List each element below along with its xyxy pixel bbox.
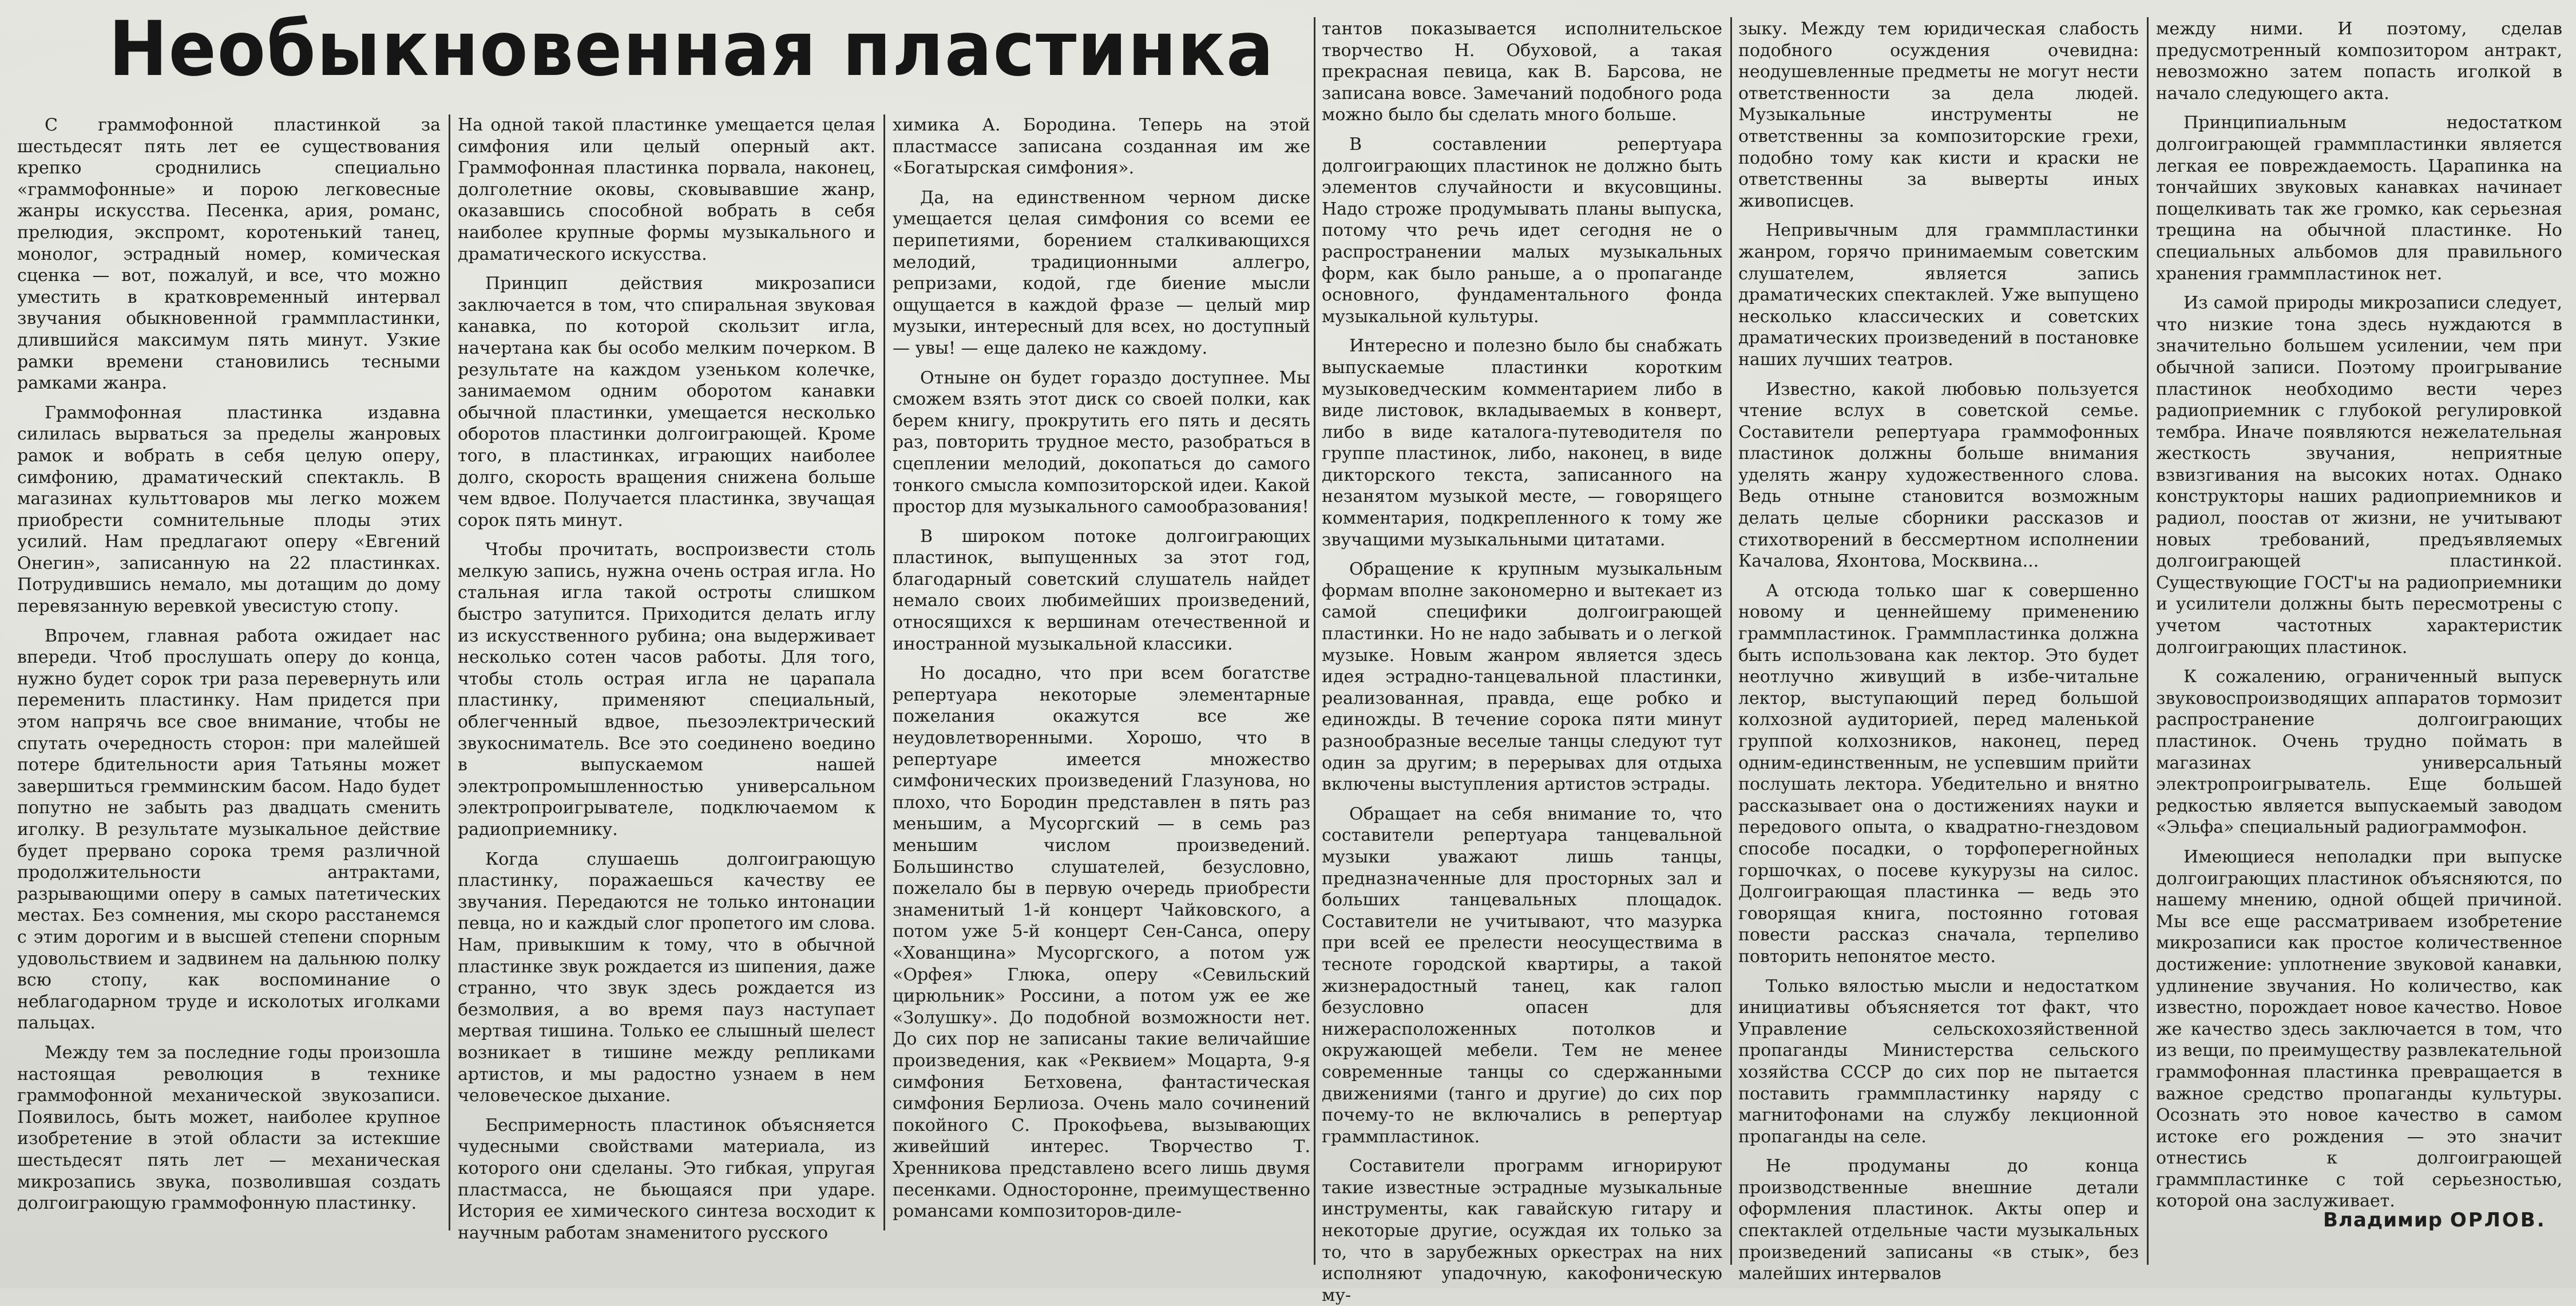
paragraph: С граммофонной пластинкой за шестьдесят пять лет ее существования крепко сроднились специально «граммофонные» и порою легковесные жанры искусства. Песенка, ария, романс, прелюдия, экспромт, коротенький танец, монолог, эстрадный номер, комическая сценка — вот, пожалуй, и все, что можно уместить в кратковременный интервал звучания обыкновенной граммпластинки, длившийся максимум пять минут. Узкие рамки времени становились тесными рамками жанра.: [17, 115, 441, 394]
paragraph: Из самой природы микрозаписи следует, что низкие тона здесь нуждаются в значительно большем усилении, чем при обычной записи. Поэтому проигрывание пластинок необходимо вести через радиоприемник с глубокой регулировкой тембра. Иначе появляются нежелательная жесткость звучания, неприятные взвизгивания на высоких нотах. Однако конструкторы наших радиоприемников и радиол, поостав от жизни, не учитывают новых требований, предъявляемых долгоиграющей пластинкой. Существующие ГОСТ'ы на радиоприемники и усилители должны быть пересмотрены с учетом частотных характеристик долгоиграющих пластинок.: [2156, 293, 2562, 658]
paragraph: Имеющиеся неполадки при выпуске долгоиграющих пластинок объясняются, по нашему мнению, одной общей причиной. Мы все еще рассматриваем изобретение микрозаписи как простое количественное достижение: уплотнение звуковой канавки, удлинение звучания. Но количество, как известно, порождает новое качество. Новое же качество здесь заключается в том, что из вещи, по преимуществу развлекательной граммофонная пластинка превращается в важное средство пропаганды культуры. Осознать это новое качество в самом истоке его рождения — это значит отнестись к долгоиграющей граммпластинке с той серьезностью, которой она заслуживает.: [2156, 846, 2562, 1212]
paragraph: Обращение к крупным музыкальным формам вполне закономерно и вытекает из самой специфики долгоиграющей пластинки. Но не надо забывать и о легкой музыке. Новым жанром является здесь идея эстрадно-танцевальной пластинки, реализованная, правда, еще робко и единожды. В течение сорока пяти минут разнообразные веселые танцы следуют тут один за другим; в перерывах для отдыха включены выступления артистов эстрады.: [1322, 559, 1722, 795]
paragraph: А отсюда только шаг к совершенно новому и ценнейшему применению граммпластинок. Граммпластинка должна быть использована как лектор. Это будет неотлучно живущий в избе-читальне лектор, выступающий перед большой колхозной аудиторией, перед маленькой группой колхозников, наконец, перед одним-единственным, не успевшим прийти послушать лектора. Убедительно и внятно рассказывает она о достижениях науки и передового опыта, о квадратно-гнездовом способе посадки, о торфоперегнойных горшочках, о посеве кукурузы на силос. Долгоиграющая пластинка — ведь это говорящая книга, постоянно готовая повести рассказ сначала, терпеливо повторить непонятое место.: [1738, 580, 2139, 967]
paragraph: Принцип действия микрозаписи заключается в том, что спиральная звуковая канавка, по которой скользит игла, начертана как бы особо мелким почерком. В результате на каждом узеньком колечке, занимаемом одним оборотом канавки обычной пластинки, умещается несколько оборотов пластинки долгоиграющей. Кроме того, в пластинках, играющих наиболее долго, скорость вращения снижена больше чем вдвое. Получается пластинка, звучащая сорок пять минут.: [458, 274, 875, 531]
column-rule: [449, 114, 450, 1230]
article-column-1: [17, 114, 441, 1230]
paragraph: Между тем за последние годы произошла настоящая революция в технике граммофонной механической звукозаписи. Появилось, быть может, наиболее крупное изобретение в этой области за истекшие шестьдесят пять лет — механическая микрозапись звука, позволившая создать долгоиграющую граммофонную пластинку.: [17, 1042, 441, 1214]
column-rule: [1730, 17, 1732, 1265]
paragraph: Только вялостью мысли и недостатком инициативы объясняется тот факт, что Управление сельскохозяйственной пропаганды Министерства сельского хозяйства СССР до сих пор не пытается поставить граммпластинку наряду с магнитофонами на службу лекционной пропаганды на селе.: [1738, 976, 2139, 1147]
paragraph: Граммофонная пластинка издавна силилась вырваться за пределы жанровых рамок и вобрать в себя целую оперу, симфонию, драматический спектакль. В магазинах культтоваров мы легко можем приобрести сомнительные плоды этих усилий. Нам предлагают оперу «Евгений Онегин», записанную на 22 пластинках. Потрудившись немало, мы дотащим до дому перевязанную веревкой увесистую стопу.: [17, 402, 441, 617]
article-column-6: [2156, 18, 2562, 1212]
paragraph: К сожалению, ограниченный выпуск звуковоспроизводящих аппаратов тормозит распространение долгоиграющих пластинок. Очень трудно поймать в магазинах универсальный электропроигрыватель. Еще большей редкостью является выпускаемый заводом «Эльфа» специальный радиограммофон.: [2156, 667, 2562, 838]
paragraph: Известно, какой любовью пользуется чтение вслух в советской семье. Составители репертуара граммофонных пластинок должны больше внимания уделять жанру художественного слова. Ведь отныне становится возможным делать целые сборники рассказов и стихотворений в бессмертном исполнении Качалова, Яхонтова, Москвина...: [1738, 379, 2139, 572]
paragraph: Впрочем, главная работа ожидает нас впереди. Чтоб прослушать оперу до конца, нужно будет сорок три раза перевернуть или переменить пластинку. Нам придется при этом напрячь все свое внимание, чтобы не спутать очередность сторон: при малейшей потере бдительности ария Татьяны может завершиться гремминским басом. Надо будет попутно не забыть раз двадцать сменить иголку. В результате музыкальное действие будет прервано сорока тремя различной продолжительности антрактами, разрывающими оперу в самых патетических местах. Без сомнения, мы скоро расстанемся с этим дорогим и в высшей степени спорным удовольствием и задвинем на дальнюю полку всю стопу, как воспоминание о неблагодарном труде и исколотых иголками пальцах.: [17, 626, 441, 1034]
paragraph: Отныне он будет гораздо доступнее. Мы сможем взять этот диск со своей полки, как берем книгу, прокрутить его пять и десять раз, повторить трудное место, разобраться в сцеплении мелодий, докопаться до самого тонкого смысла композиторской идеи. Какой простор для музыкального самообразования!: [893, 367, 1310, 517]
article-column-4: [1322, 18, 1722, 1305]
author-signature: [2323, 1209, 2546, 1232]
paragraph: Интересно и полезно было бы снабжать выпускаемые пластинки коротким музыковедческим комментарием либо в виде листовок, вкладываемых в конверт, либо в виде каталога-путеводителя по группе пластинок, либо, наконец, в виде дикторского текста, записанного на незанятом музыкой месте, — говорящего комментария, подкрепленного к тому же звучащими музыкальными цитатами.: [1322, 336, 1722, 550]
column-rule: [1314, 17, 1315, 1265]
paragraph: тантов показывается исполнительское творчество Н. Обуховой, а такая прекрасная певица, как В. Барсова, не записана вовсе. Замечаний подобного рода можно было бы сделать много больше.: [1322, 19, 1722, 125]
paragraph: Составители программ игнорируют такие известные эстрадные музыкальные инструменты, как гавайскую гитару и некоторые другие, осуждая их только за то, что в зарубежных оркестрах на них исполняют упадочную, какофоническую му-: [1322, 1156, 1722, 1305]
paragraph: зыку. Между тем юридическая слабость подобного осуждения очевидна: неодушевленные предметы не могут нести ответственности за дела людей. Музыкальные инструменты не ответственны за композиторские грехи, подобно тому как кисти и краски не ответственны за выверты иных живописцев.: [1738, 19, 2139, 211]
paragraph: между ними. И поэтому, сделав предусмотренный композитором антракт, невозможно затем попасть иголкой в начало следующего акта.: [2156, 19, 2562, 104]
article-column-5: [1738, 18, 2139, 1284]
author-last-name: ОРЛОВ.: [2450, 1209, 2546, 1232]
paragraph: Не продуманы до конца производственные внешние детали оформления пластинок. Акты опер и спектаклей отдельные части музыкальных произведений записаны «в стык», без малейших интервалов: [1738, 1156, 2139, 1284]
column-rule: [2147, 17, 2149, 1265]
paragraph: Но досадно, что при всем богатстве репертуара некоторые элементарные пожелания окажутся все же неудовлетворенными. Хорошо, что в репертуаре имеется множество симфонических произведений Глазунова, но плохо, что Бородин представлен в пять раз меньшим, а Мусоргский — в семь раз меньшим числом произведений. Большинство слушателей, безусловно, пожелало бы в первую очередь приобрести знаменитый 1-й концерт Чайковского, а потом уже 5-й концерт Сен-Санса, оперу «Хованщина» Мусоргского, а потом уж «Орфея» Глюка, оперу «Севильский цирюльник» Россини, а потом уж ее же «Золушку». До подобной возможности нет. До сих пор не записаны такие величайшие произведения, как «Реквием» Моцарта, 9-я симфония Бетховена, фантастическая симфония Берлиоза. Очень мало сочинений покойного С. Прокофьева, вызывающих живейший интерес. Творчество Т. Хренникова представлено всего лишь двумя песенками. Односторонне, преимущественно романсами композиторов-диле-: [893, 663, 1310, 1222]
article-column-2: [458, 114, 875, 1243]
paragraph: На одной такой пластинке умещается целая симфония или целый оперный акт. Граммофонная пластинка порвала, наконец, долголетние оковы, сковывавшие жанр, оказавшись способной вобрать в себя наиболее крупные формы музыкального и драматического искусства.: [458, 115, 875, 264]
paragraph: Непривычным для граммпластинки жанром, горячо принимаемым советским слушателем, является запись драматических спектаклей. Уже выпущено несколько классических и советских драматических произведений в постановке наших лучших театров.: [1738, 220, 2139, 370]
author-first-name: Владимир: [2323, 1209, 2443, 1232]
paragraph: Чтобы прочитать, воспроизвести столь мелкую запись, нужна очень острая игла. Но стальная игла такой остроты слишком быстро затупится. Приходится делать иглу из искусственного рубина; она выдерживает несколько сотен часов работы. Для того, чтобы столь острая игла не царапала пластинку, применяют специальный, облегченный вдвое, пьезоэлектрический звукосниматель. Все это соединено воедино в выпускаемом нашей электропромышленностью универсальном электропроигрывателе, подключаемом к радиоприемнику.: [458, 540, 875, 840]
paragraph: В широком потоке долгоиграющих пластинок, выпущенных за этот год, благодарный советский слушатель найдет немало своих любимейших произведений, относящихся к вершинам отечественной и иностранной музыкальной классики.: [893, 526, 1310, 654]
column-rule: [883, 114, 885, 1230]
article-column-3: [893, 114, 1310, 1230]
paragraph: Да, на единственном черном диске умещается целая симфония со всеми ее перипетиями, борением сталкивающихся мелодий, традиционными аллегро, репризами, кодой, где биение мысли ощущается в каждой фразе — целый мир музыки, интересный для всех, но доступный — увы! — еще далеко не каждому.: [893, 187, 1310, 358]
paragraph: Когда слушаешь долгоиграющую пластинку, поражаешься качеству ее звучания. Передаются не только интонации певца, но и каждый слог пропетого им слова. Нам, привыкшим к тому, что в обычной пластинке звук рождается из шипения, даже странно, что звук здесь рождается из безмолвия, а во время пауз наступает мертвая тишина. Только ее слышный шелест возникает в тишине между репликами артистов, и мы радостно узнаем в нем человеческое дыхание.: [458, 849, 875, 1106]
paragraph: химика А. Бородина. Теперь на этой пластмассе записана созданная им же «Богатырская симфония».: [893, 115, 1310, 179]
paragraph: Обращает на себя внимание то, что составители репертуара танцевальной музыки уважают лишь танцы, предназначенные для просторных зал и больших танцевальных площадок. Составители не учитывают, что мазурка при всей ее прелести неосуществима в тесноте городской квартиры, а такой жизнерадостный танец, как галоп безусловно опасен для нижерасположенных потолков и окружающей мебели. Тем не менее современные танцы со сдержанными движениями (танго и другие) до сих пор почему-то не включались в репертуар граммпластинок.: [1322, 804, 1722, 1147]
article-title: Необыкновенная пластинка: [109, 5, 1275, 93]
paragraph: Беспримерность пластинок объясняется чудесными свойствами материала, из которого они сделаны. Это гибкая, упругая пластмасса, не бьющаяся при ударе. История ее химического синтеза восходит к научным работам знаменитого русского: [458, 1115, 875, 1243]
paragraph: Принципиальным недостатком долгоиграющей граммпластинки является легкая ее повреждаемость. Царапинка на тончайших звуковых канавках начинает пощелкивать так же громко, как серьезная трещина на обычной пластинке. Но специальных альбомов для правильного хранения граммпластинок нет.: [2156, 113, 2562, 284]
paragraph: В составлении репертуара долгоиграющих пластинок не должно быть элементов случайности и вкусовщины. Надо строже продумывать планы выпуска, потому что речь идет сегодня не о распространении малых музыкальных форм, как было раньше, а о пропаганде основного, фундаментального фонда музыкальной культуры.: [1322, 134, 1722, 327]
